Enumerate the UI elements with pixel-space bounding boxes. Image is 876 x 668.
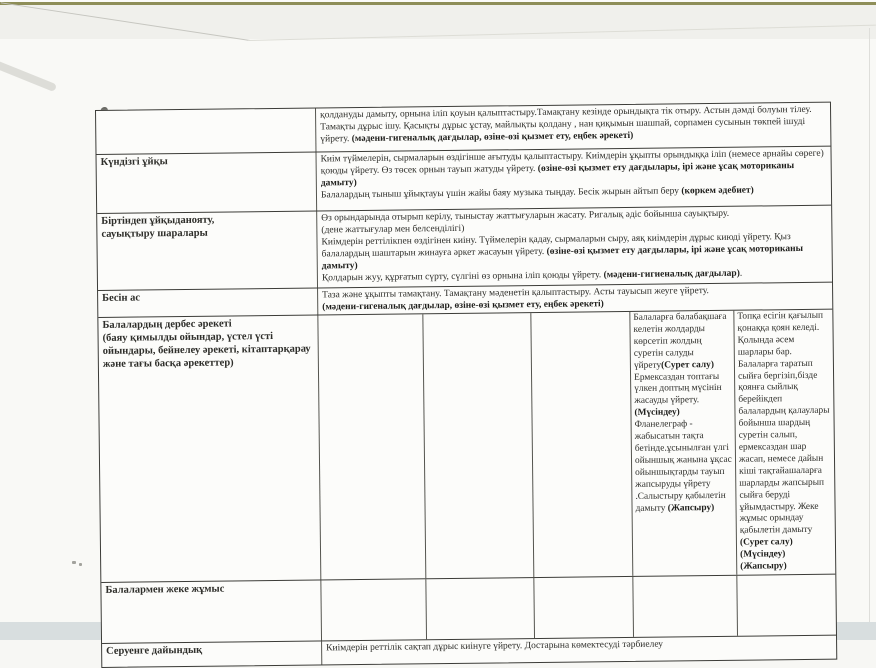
empty-cell (321, 579, 426, 640)
text-run: . (739, 268, 743, 279)
text-run: Таза және ұқыпты тамақтану. Тамақтану мәденетін қалыптастыру. Асты тауысып жеуге үйрету. (322, 286, 709, 301)
text-run: Топқа есігін қағылып қонаққа қоян келеді. Қолында әсем шарлары бар. Балаларға таратып сыйға бергізіп,бізде қоянға сыйлық берейікдеп балалардың қалаулары бойынша шардың суретін салып, ермексаздан шар жасап, немесе дайын кіші тақтайашаларға шарларды жапсырып сыйға беруді ұйымдастыру. Жеке жұмыс орындау қабылетін дамыту (737, 310, 830, 537)
table-row-daytime-sleep (96, 146, 831, 213)
empty-cell (533, 577, 633, 638)
row-label: Күндізгі ұйқы (100, 156, 168, 168)
paragraph (634, 371, 732, 420)
text-run: Ермексаздан топтағы үлкен доптың мүсінін жасауды үйрету. (634, 371, 722, 407)
row-label: Біртіндеп ұйқыданояту, сауықтыру шаралары (101, 214, 215, 240)
text-run-bold: (Сурет салу) (739, 537, 793, 548)
text-run-bold: (өзіне-өзі қызмет ету дағдылары, ірі және ұсақ моториканы дамыту) (320, 161, 795, 189)
row-content-cell (317, 206, 832, 288)
row-label-cell (97, 211, 318, 289)
paragraph (320, 104, 826, 146)
row-content-cell (316, 147, 831, 211)
row-content-cell (316, 103, 830, 152)
text-run-bold: (мәдени-гигиеналық дағдылар) (603, 268, 740, 281)
paragraph (740, 561, 833, 574)
text-run: қолдануды дамыту, орнына іліп қоуын қалыптастыру.Тамақтану кезінде орындықта тік отыру. Астын дәмді болуын тілеу. Тамақты дұрыс ішу. Қасықты дұрыс ұстау, майлықты қолдану , нан қиқымын шашпай, сорпамен сусынын төкпей ішуді үйрету. (320, 104, 812, 145)
text-run: Киімдерін реттілік сақтап дұрыс киінуге үйрету. Достарына көмектесуді тәрбиелеу (326, 639, 664, 654)
daily-schedule-table (95, 102, 837, 668)
text-run: Балалардың тыныш ұйықтауы үшін жайы баяу музыка тыңдау. Бесік жырын айтып беру (320, 186, 682, 201)
paragraph (635, 419, 733, 515)
paragraph (633, 312, 731, 373)
text-run-bold: (Мүсіндеу) (634, 407, 680, 419)
text-run-bold: (Сурет салу) (661, 359, 715, 371)
row-label-cell (98, 315, 321, 581)
text-run: (дене жаттығулар мен белсенділігі) (321, 223, 465, 236)
text-run: Киімдерін реттілікпен өздігінен киіну. Түймелерін қадау, сырмаларын сыру, аяқ киімдерін дұрыс киюді үйрету. Қыз балалардың шаштарын жинауға әркет жасауын үйрету. (321, 232, 791, 260)
text-run-bold: (көркем әдебиет) (681, 185, 754, 197)
paragraph (740, 549, 833, 562)
empty-cell (632, 576, 737, 637)
text-run: Киім түймелерін, сырмаларын өздігінше ағытуды қалыптастыру. Киімдерін ұқыпты орындыққа іліп (немесе арнайы сөреге) қоюды үйрету. Өз төсек орнын тауып жатуды үйрету. (320, 148, 824, 177)
text-run: Қолдарын жуу, құрғатып сүрту, сүлгіні өз орнына іліп қоюды үйрету. (321, 270, 604, 284)
activity-cell (733, 310, 836, 575)
text-run: Өз орындарында отырып керілу, тыныстау жаттығуларын жасату. Ригалық әдіс бойынша сауықтыру. (321, 208, 730, 224)
row-label-cell (98, 288, 318, 316)
text-run: Фланелеграф - жабысатын тақта бетінде.ұсынылған үлгі ойыншық жанына ұқсас ойыншықтарды тауып жапсыруды үйрету .Салыстыру қабылетін дамыту (634, 419, 732, 514)
paragraph (740, 537, 833, 550)
row-label: Бесін ас (102, 292, 141, 304)
row-label-cell (102, 641, 322, 666)
row-label-cell (101, 580, 322, 642)
text-run-bold: (мәдени-гигеналық дағдылар, өзіне-өзі қызмет ету, еңбек әрекеті) (322, 299, 604, 313)
text-run-bold: (өзіне-өзі қызмет ету дағдылары, ірі және ұсақ моториканы дамыту) (321, 243, 804, 272)
text-run: Балаларға балабақшаға келетін жолдарды көрсетіп жолдың суретін салуды үйрету (633, 311, 727, 371)
empty-cell (530, 312, 632, 577)
paragraph (737, 311, 833, 538)
scan-speck (79, 563, 82, 566)
table-row-individual-work (101, 574, 836, 643)
empty-cell (736, 575, 837, 636)
paragraph (321, 231, 827, 273)
empty-cell (425, 578, 534, 639)
row-label-cell (96, 108, 316, 153)
table-row-waking-up (97, 205, 832, 290)
table-row-independent-activity (98, 309, 835, 582)
activity-cell (629, 311, 736, 576)
table-row-continuation (96, 103, 830, 154)
text-run-bold: (Жапсыру) (740, 561, 787, 572)
scan-top-line (0, 2, 876, 5)
paper-right-edge (869, 28, 870, 622)
row-label-cell (97, 152, 318, 212)
text-run-bold: (Жапсыру) (667, 502, 715, 514)
text-run-bold: (Мүсіндеу) (740, 549, 786, 560)
row-label: Балалармен жеке жұмыс (105, 583, 225, 596)
row-label: Серуенге дайындық (106, 644, 203, 657)
table-wrapper (95, 102, 837, 668)
empty-cell (318, 314, 425, 579)
row-label: Балалардың дербес әрекеті (баяу қимылды ойындар, үстел үсті ойындары, бейнелеу әрекеті, кітаптарқарау және тағы басқа әрекеттер) (102, 318, 311, 370)
scan-speck (72, 561, 76, 564)
empty-cell (422, 313, 533, 578)
text-run-bold: (мәдени-гигеналық дағдылар, өзіне-өзі қызмет ету, еңбек әрекеті) (351, 130, 634, 145)
paragraph (321, 148, 827, 190)
